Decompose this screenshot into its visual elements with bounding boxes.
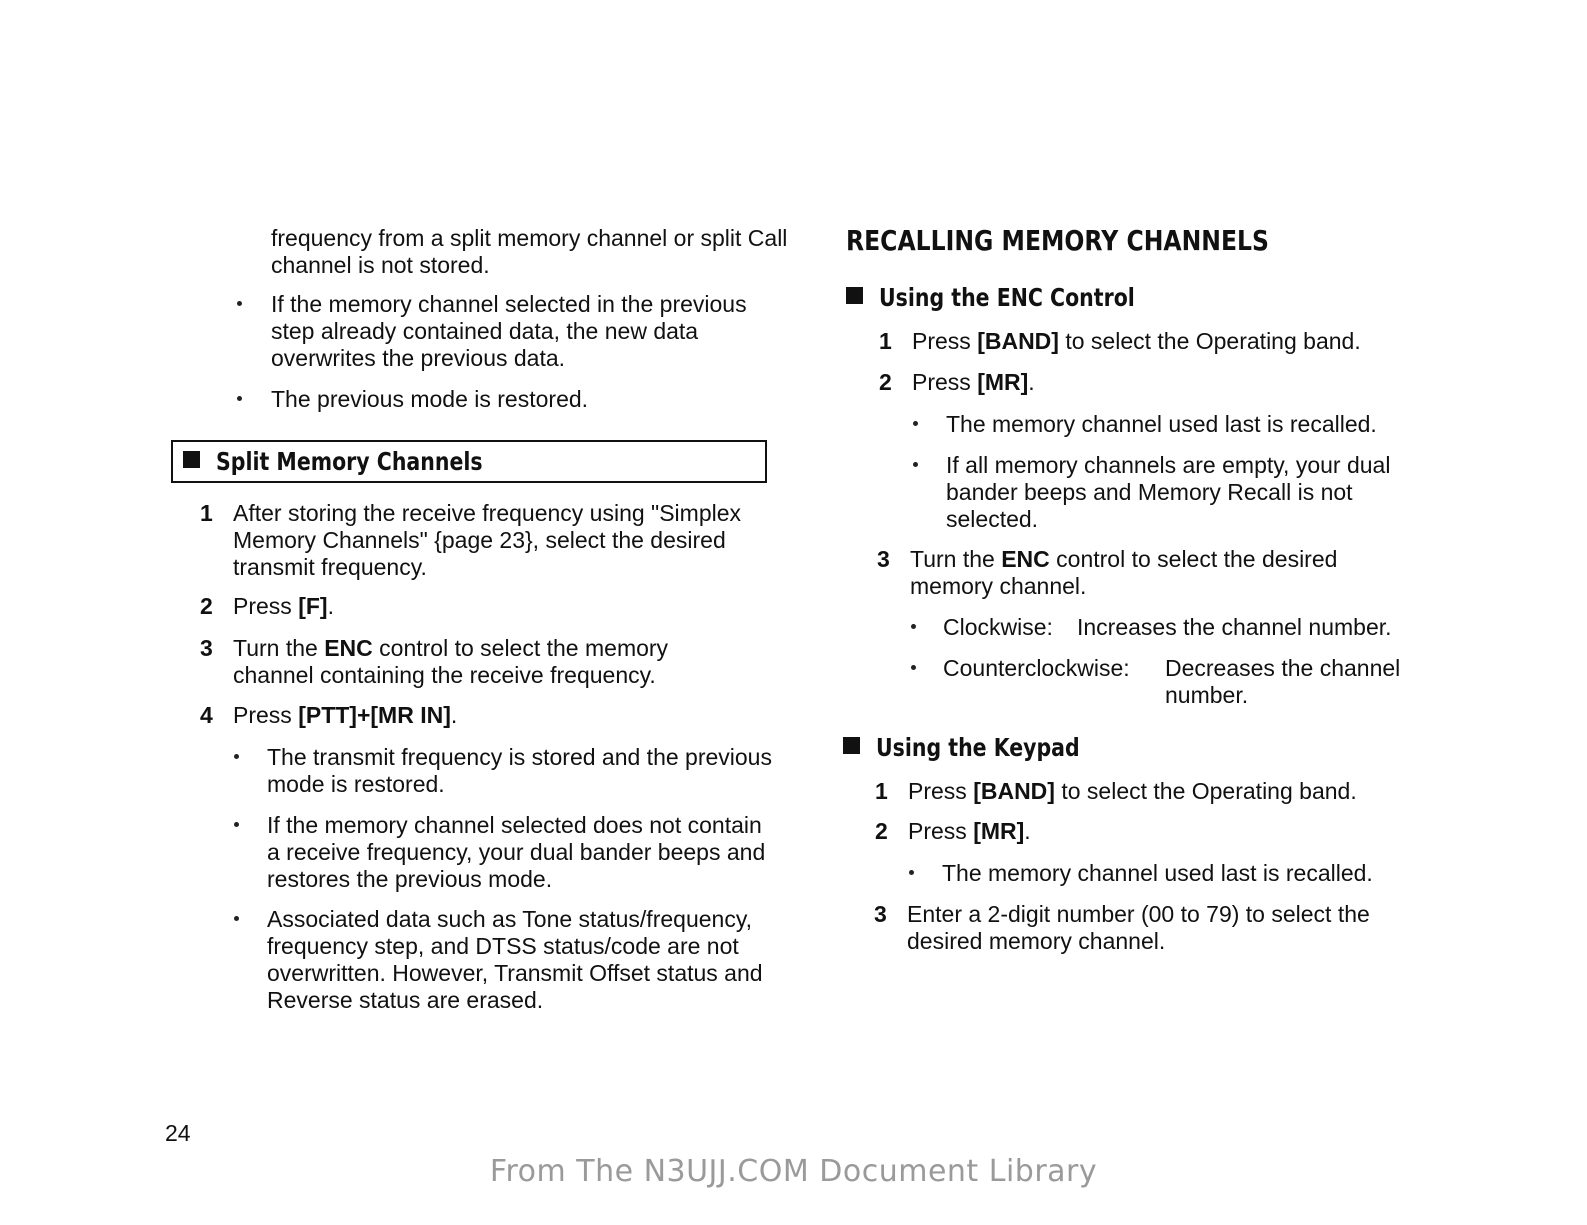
step-text: Turn the ENC control to select the memory channel containing the receive frequency. [233, 635, 669, 688]
bullet-icon [237, 301, 242, 306]
key-label: [BAND] [977, 328, 1059, 354]
bullet-text: The transmit frequency is stored and the previous mode is restored. [267, 744, 772, 797]
step-number: 3 [874, 901, 887, 927]
bullet-icon [913, 462, 918, 467]
direction-desc: Decreases the channel number. [1165, 655, 1401, 708]
bullet-icon [911, 624, 916, 629]
footer-watermark: From The N3UJJ.COM Document Library [489, 1154, 1098, 1189]
bullet-text: Associated data such as Tone status/frequency, frequency step, and DTSS status/code are not overwritten. However, Transmit Offset status and Reverse status are erased. [267, 906, 763, 1013]
key-label: [MR] [973, 818, 1025, 844]
bullet-icon [234, 754, 239, 759]
bullet-icon [237, 396, 242, 401]
direction-desc: Increases the channel number. [1077, 614, 1392, 640]
step-number: 2 [200, 593, 213, 619]
key-label: ENC [324, 635, 373, 661]
direction-label: Clockwise: [943, 614, 1053, 640]
bullet-icon [913, 421, 918, 426]
bullet-text: If the memory channel selected does not contain a receive frequency, your dual bander beeps and restores the previous mode. [267, 812, 766, 892]
direction-label: Counterclockwise: [943, 655, 1130, 681]
step-text: After storing the receive frequency using "Simplex Memory Channels" {page 23}, select the desired transmit frequency. [233, 500, 742, 580]
bullet-icon [234, 822, 239, 827]
page-number: 24 [165, 1120, 191, 1146]
step-text: Press [MR]. [912, 369, 1035, 395]
bullet-text: The memory channel used last is recalled. [946, 411, 1377, 437]
bullet-text: If the memory channel selected in the previous step already contained data, the new data overwrites the previous data. [271, 291, 747, 371]
step-text: Press [MR]. [908, 818, 1031, 844]
step-number: 2 [879, 369, 892, 395]
key-label: [MR] [977, 369, 1029, 395]
step-text: Press [BAND] to select the Operating band. [908, 778, 1357, 804]
step-number: 3 [200, 635, 213, 661]
bullet-icon [911, 665, 916, 670]
step-text: Press [PTT]+[MR IN]. [233, 702, 458, 728]
keypad-heading-row [843, 733, 1124, 763]
step-text: Press [BAND] to select the Operating band. [912, 328, 1361, 354]
step-number: 2 [875, 818, 888, 844]
page-title: RECALLING MEMORY CHANNELS [846, 224, 1269, 257]
step-number: 3 [877, 546, 890, 572]
step-number: 1 [875, 778, 888, 804]
key-label: [F] [298, 593, 328, 619]
key-label: [PTT]+[MR IN] [298, 702, 451, 728]
section-heading: Split Memory Channels [216, 447, 483, 476]
bullet-icon [234, 916, 239, 921]
enc-heading-row [846, 283, 1191, 313]
split-memory-heading-box [171, 440, 767, 483]
bullet-text: The memory channel used last is recalled. [942, 860, 1373, 886]
section-heading: Using the ENC Control [879, 283, 1135, 312]
step-number: 1 [200, 500, 213, 526]
square-bullet-icon [843, 737, 860, 754]
key-label: ENC [1001, 546, 1050, 572]
step-text: Turn the ENC control to select the desired memory channel. [910, 546, 1338, 599]
key-label: [BAND] [973, 778, 1055, 804]
bullet-icon [909, 870, 914, 875]
continued-text: frequency from a split memory channel or split Call channel is not stored. [271, 225, 788, 278]
bullet-text: The previous mode is restored. [271, 386, 589, 412]
step-number: 4 [200, 702, 213, 728]
square-bullet-icon [846, 287, 863, 304]
square-bullet-icon [183, 451, 200, 468]
bullet-text: If all memory channels are empty, your dual bander beeps and Memory Recall is not selected. [946, 452, 1391, 532]
step-text: Enter a 2-digit number (00 to 79) to select the desired memory channel. [907, 901, 1370, 954]
step-number: 1 [879, 328, 892, 354]
section-heading: Using the Keypad [876, 733, 1080, 762]
step-text: Press [F]. [233, 593, 334, 619]
